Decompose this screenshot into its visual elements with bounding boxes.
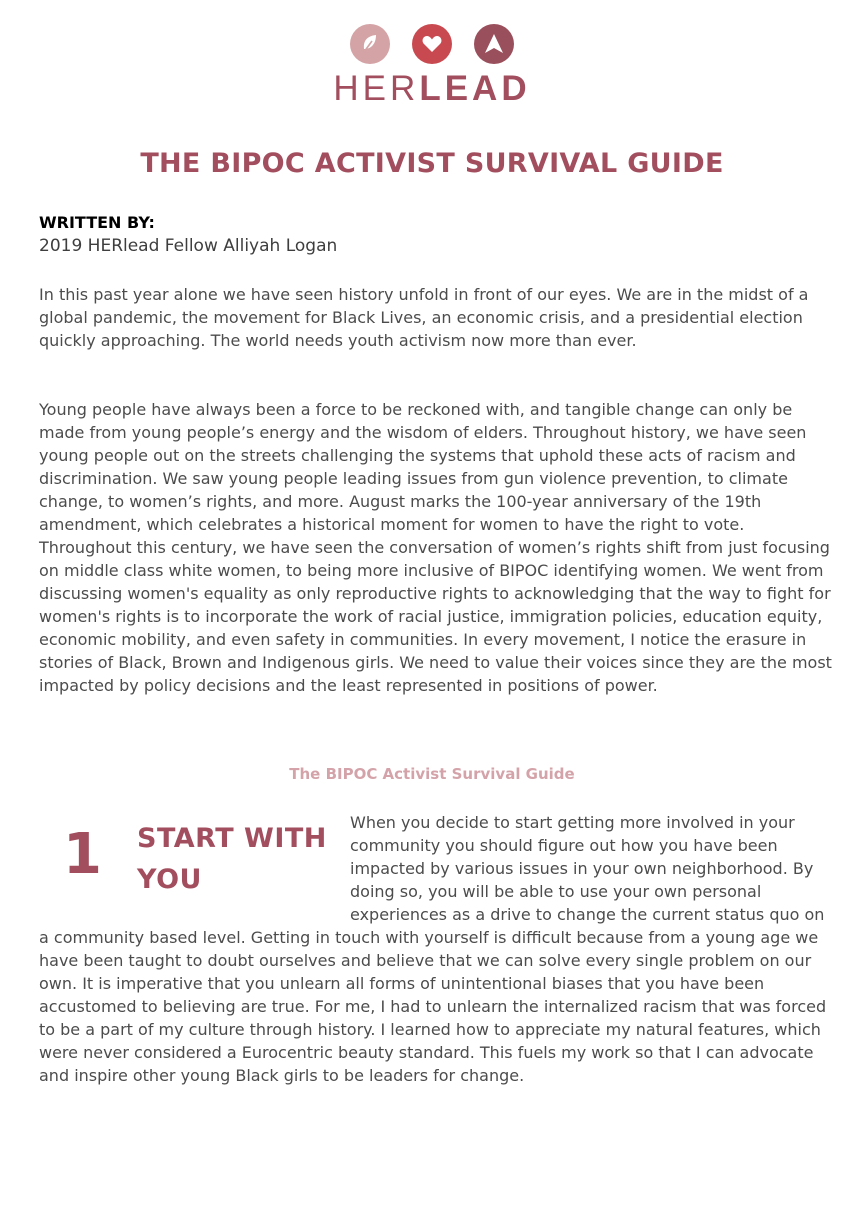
body-paragraph: Young people have always been a force to be reckoned with, and tangible change can only be made from young people’s energy and the wisdom of elders. Throughout history, we have seen young people out on the streets challenging the systems that uphold these acts of racism and discrimination. We saw young people leading issues from gun violence prevention, to climate change, to women’s rights, and more. August marks the 100-year anniversary of the 19th amendment, which celebrates a historical moment for women to have the right to vote. Throughout this century, we have seen the conversation of women’s rights shift from just focusing on middle class white women, to being more inclusive of BIPOC identifying women. We went from discussing women's equality as only reproductive rights to acknowledging that the way to fight for women's rights is to incorporate the work of racial justice, immigration policies, education equity, economic mobility, and even safety in communities. In every movement, I notice the erasure in stories of Black, Brown and Indigenous girls. We need to value their voices since they are the most impacted by policy decisions and the least represented in positions of power. (39, 400, 832, 695)
section-number: 1 (63, 822, 102, 887)
section-text (39, 811, 839, 1087)
arrow-icon (474, 24, 514, 64)
byline-author: 2019 HERlead Fellow Alliyah Logan (39, 236, 338, 256)
page-title: THE BIPOC ACTIVIST SURVIVAL GUIDE (140, 148, 724, 179)
wordmark-her: HER (333, 69, 420, 108)
byline-label: WRITTEN BY: (39, 213, 155, 232)
guide-subtitle: The BIPOC Activist Survival Guide (289, 765, 575, 783)
heart-icon (412, 24, 452, 64)
logo-icons (0, 24, 864, 68)
intro-paragraph: In this past year alone we have seen history unfold in front of our eyes. We are in the midst of a global pandemic, the movement for Black Lives, an economic crisis, and a presidential election quickly approaching. The world needs youth activism now more than ever. (39, 285, 809, 350)
section-heading: START WITH YOU (137, 823, 327, 895)
wordmark-lead: LEAD (419, 69, 531, 108)
wordmark (0, 71, 864, 106)
section-text-content: When you decide to start getting more involved in your community you should figure out how you have been impacted by various issues in your own neighborhood. By doing so, you will be able to use your own personal experiences as a drive to change the current status quo on a community based level. Getting in touch with yourself is difficult because from a young age we have been taught to doubt ourselves and believe that we can solve every single problem on our own. It is imperative that you unlearn all forms of unintentional biases that you have been accustomed to believing are true. For me, I had to unlearn the internalized racism that was forced to be a part of my culture through history. I learned how to appreciate my natural features, which were never considered a Eurocentric beauty standard. This fuels my work so that I can advocate and inspire other young Black girls to be leaders for change. (39, 813, 827, 1085)
byline (39, 212, 839, 258)
float-spacer (39, 811, 350, 926)
herlead-logo (0, 24, 864, 106)
leaf-icon (350, 24, 390, 64)
